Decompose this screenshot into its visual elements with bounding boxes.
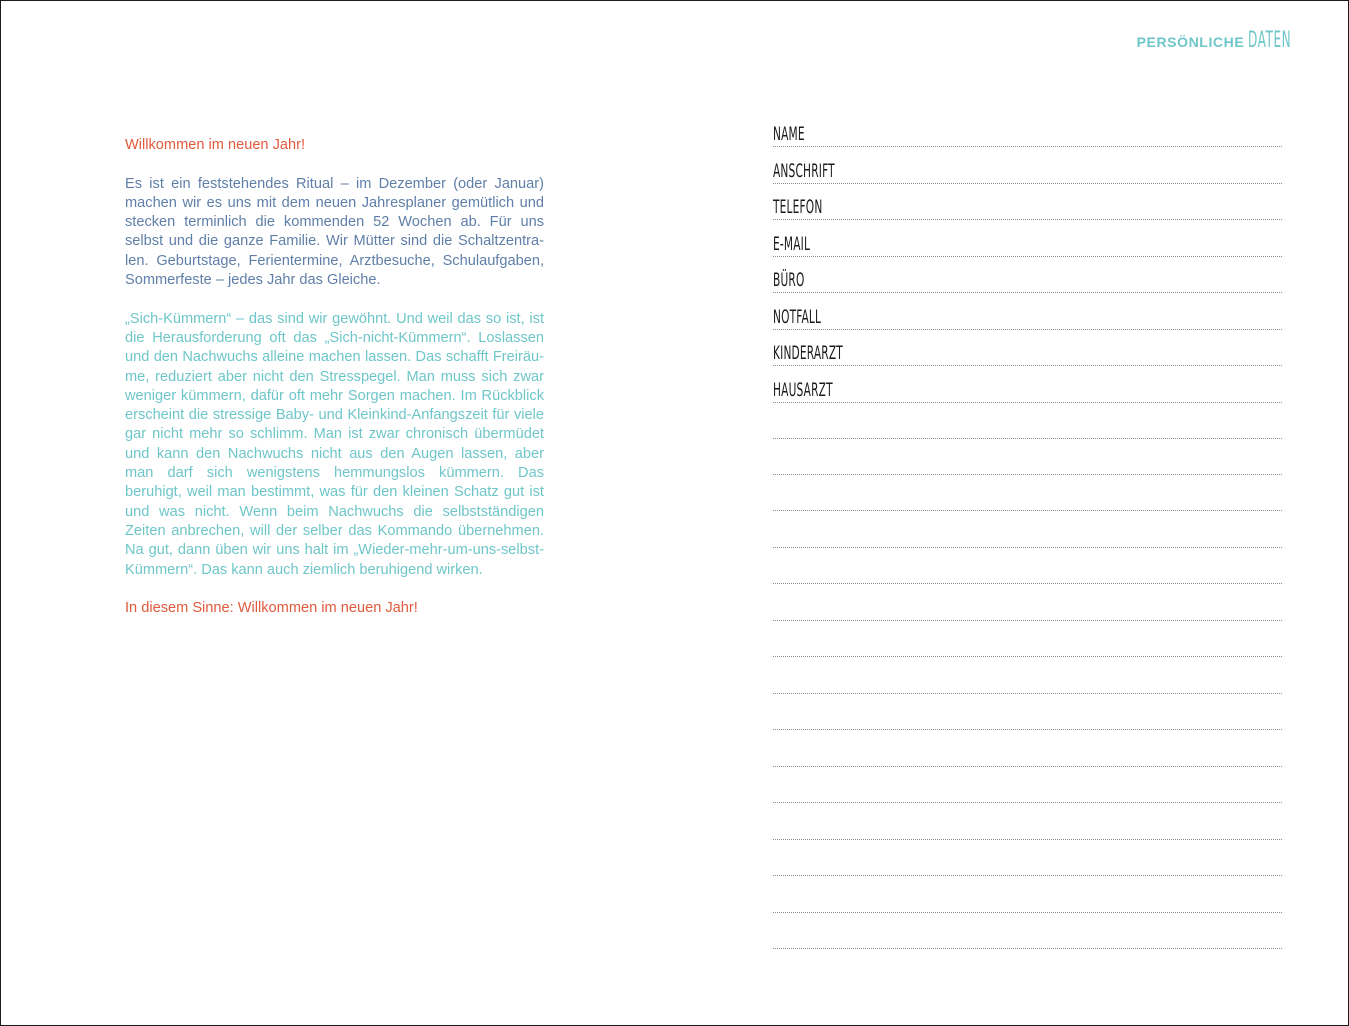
intro-greeting: Willkommen im neuen Jahr! xyxy=(125,137,306,153)
dotted-entry-line[interactable] xyxy=(773,729,1282,730)
dotted-entry-line[interactable] xyxy=(773,948,1282,949)
dotted-entry-line[interactable] xyxy=(773,365,1282,366)
form-row xyxy=(773,296,1282,330)
dotted-entry-line[interactable] xyxy=(773,219,1282,220)
dotted-entry-line[interactable] xyxy=(773,292,1282,293)
blank-form-row xyxy=(773,769,1282,803)
dotted-entry-line[interactable] xyxy=(773,656,1282,657)
header-bold-text: PERSÖNLICHE xyxy=(1136,34,1245,50)
dotted-entry-line[interactable] xyxy=(773,839,1282,840)
form-row xyxy=(773,332,1282,366)
blank-form-row xyxy=(773,405,1282,439)
form-row xyxy=(773,369,1282,403)
blank-form-row xyxy=(773,806,1282,840)
blank-form-row xyxy=(773,477,1282,511)
form-field-label: NAME xyxy=(773,123,805,145)
form-field-label: TELEFON xyxy=(773,196,823,218)
blank-form-row xyxy=(773,842,1282,876)
dotted-entry-line[interactable] xyxy=(773,875,1282,876)
blank-form-row xyxy=(773,550,1282,584)
intro-closing: In diesem Sinne: Willkommen im neuen Jahr! xyxy=(125,600,418,617)
intro-paragraph-2: „Sich-Kümmern“ – das sind wir gewöhnt. Und weil das so ist, ist die Herausforderung oft das „Sich-nicht-Kümmern“. Loslassen und den Nachwuchs alleine machen lassen. Das schafft Freiräume, reduziert aber nicht den Stresspegel. Man muss sich zwar weniger kümmern, dafür oft mehr Sorgen machen. Im Rückblick erscheint die stressige Baby- und Kleinkind-Anfangszeit für viele gar nicht mehr so schlimm. Man ist zwar chronisch übermüdet und kann den Nachwuchs nicht aus den Augen lassen, aber man darf sich wenigstens hemmungslos kümmern. Das beruhigt, weil man bestimmt, was für den kleinen Schatz gut ist und was nicht. Wenn beim Nachwuchs die selbstständigen Zeiten anbrechen, will der selber das Kommando übernehmen. Na gut, dann üben wir uns halt im „Wieder-mehr-um-uns-selbst-Kümmern“. Das kann auch ziemlich beruhigend wirken. xyxy=(125,310,544,578)
form-field-label: E-MAIL xyxy=(773,233,811,255)
dotted-entry-line[interactable] xyxy=(773,183,1282,184)
form-row xyxy=(773,186,1282,220)
blank-form-row xyxy=(773,660,1282,694)
blank-form-row xyxy=(773,441,1282,475)
dotted-entry-line[interactable] xyxy=(773,693,1282,694)
blank-form-row xyxy=(773,587,1282,621)
dotted-entry-line[interactable] xyxy=(773,510,1282,511)
intro-text-column xyxy=(125,136,544,638)
dotted-entry-line[interactable] xyxy=(773,256,1282,257)
dotted-entry-line[interactable] xyxy=(773,620,1282,621)
form-field-label: BÜRO xyxy=(773,269,805,291)
dotted-entry-line[interactable] xyxy=(773,583,1282,584)
blank-form-row xyxy=(773,623,1282,657)
blank-form-row xyxy=(773,514,1282,548)
blank-form-row xyxy=(773,696,1282,730)
form-row xyxy=(773,259,1282,293)
dotted-entry-line[interactable] xyxy=(773,802,1282,803)
section-header xyxy=(1137,28,1327,53)
dotted-entry-line[interactable] xyxy=(773,912,1282,913)
form-row xyxy=(773,150,1282,184)
form-field-label: NOTFALL xyxy=(773,306,822,328)
dotted-entry-line[interactable] xyxy=(773,402,1282,403)
dotted-entry-line[interactable] xyxy=(773,438,1282,439)
dotted-entry-line[interactable] xyxy=(773,474,1282,475)
form-field-label: HAUSARZT xyxy=(773,379,833,401)
form-field-label: KINDERARZT xyxy=(773,342,843,364)
blank-form-row xyxy=(773,733,1282,767)
blank-form-row xyxy=(773,879,1282,913)
dotted-entry-line[interactable] xyxy=(773,146,1282,147)
blank-form-row xyxy=(773,915,1282,949)
dotted-entry-line[interactable] xyxy=(773,766,1282,767)
form-row xyxy=(773,113,1282,147)
form-row xyxy=(773,223,1282,257)
intro-paragraph-1: Es ist ein feststehendes Ritual – im Dezember (oder Januar) machen wir es uns mit dem neuen Jahresplaner gemütlich und stecken terminlich die kommenden 52 Wochen ab. Für uns selbst und die ganze Familie. Wir Mütter sind die Schaltzentralen. Geburtstage, Ferientermine, Arztbesuche, Schulaufgaben, Sommerfeste – jedes Jahr das Gleiche. xyxy=(125,175,544,289)
form-field-label: ANSCHRIFT xyxy=(773,160,835,182)
dotted-entry-line[interactable] xyxy=(773,329,1282,330)
header-thin-text: DATEN xyxy=(1248,28,1292,53)
dotted-entry-line[interactable] xyxy=(773,547,1282,548)
